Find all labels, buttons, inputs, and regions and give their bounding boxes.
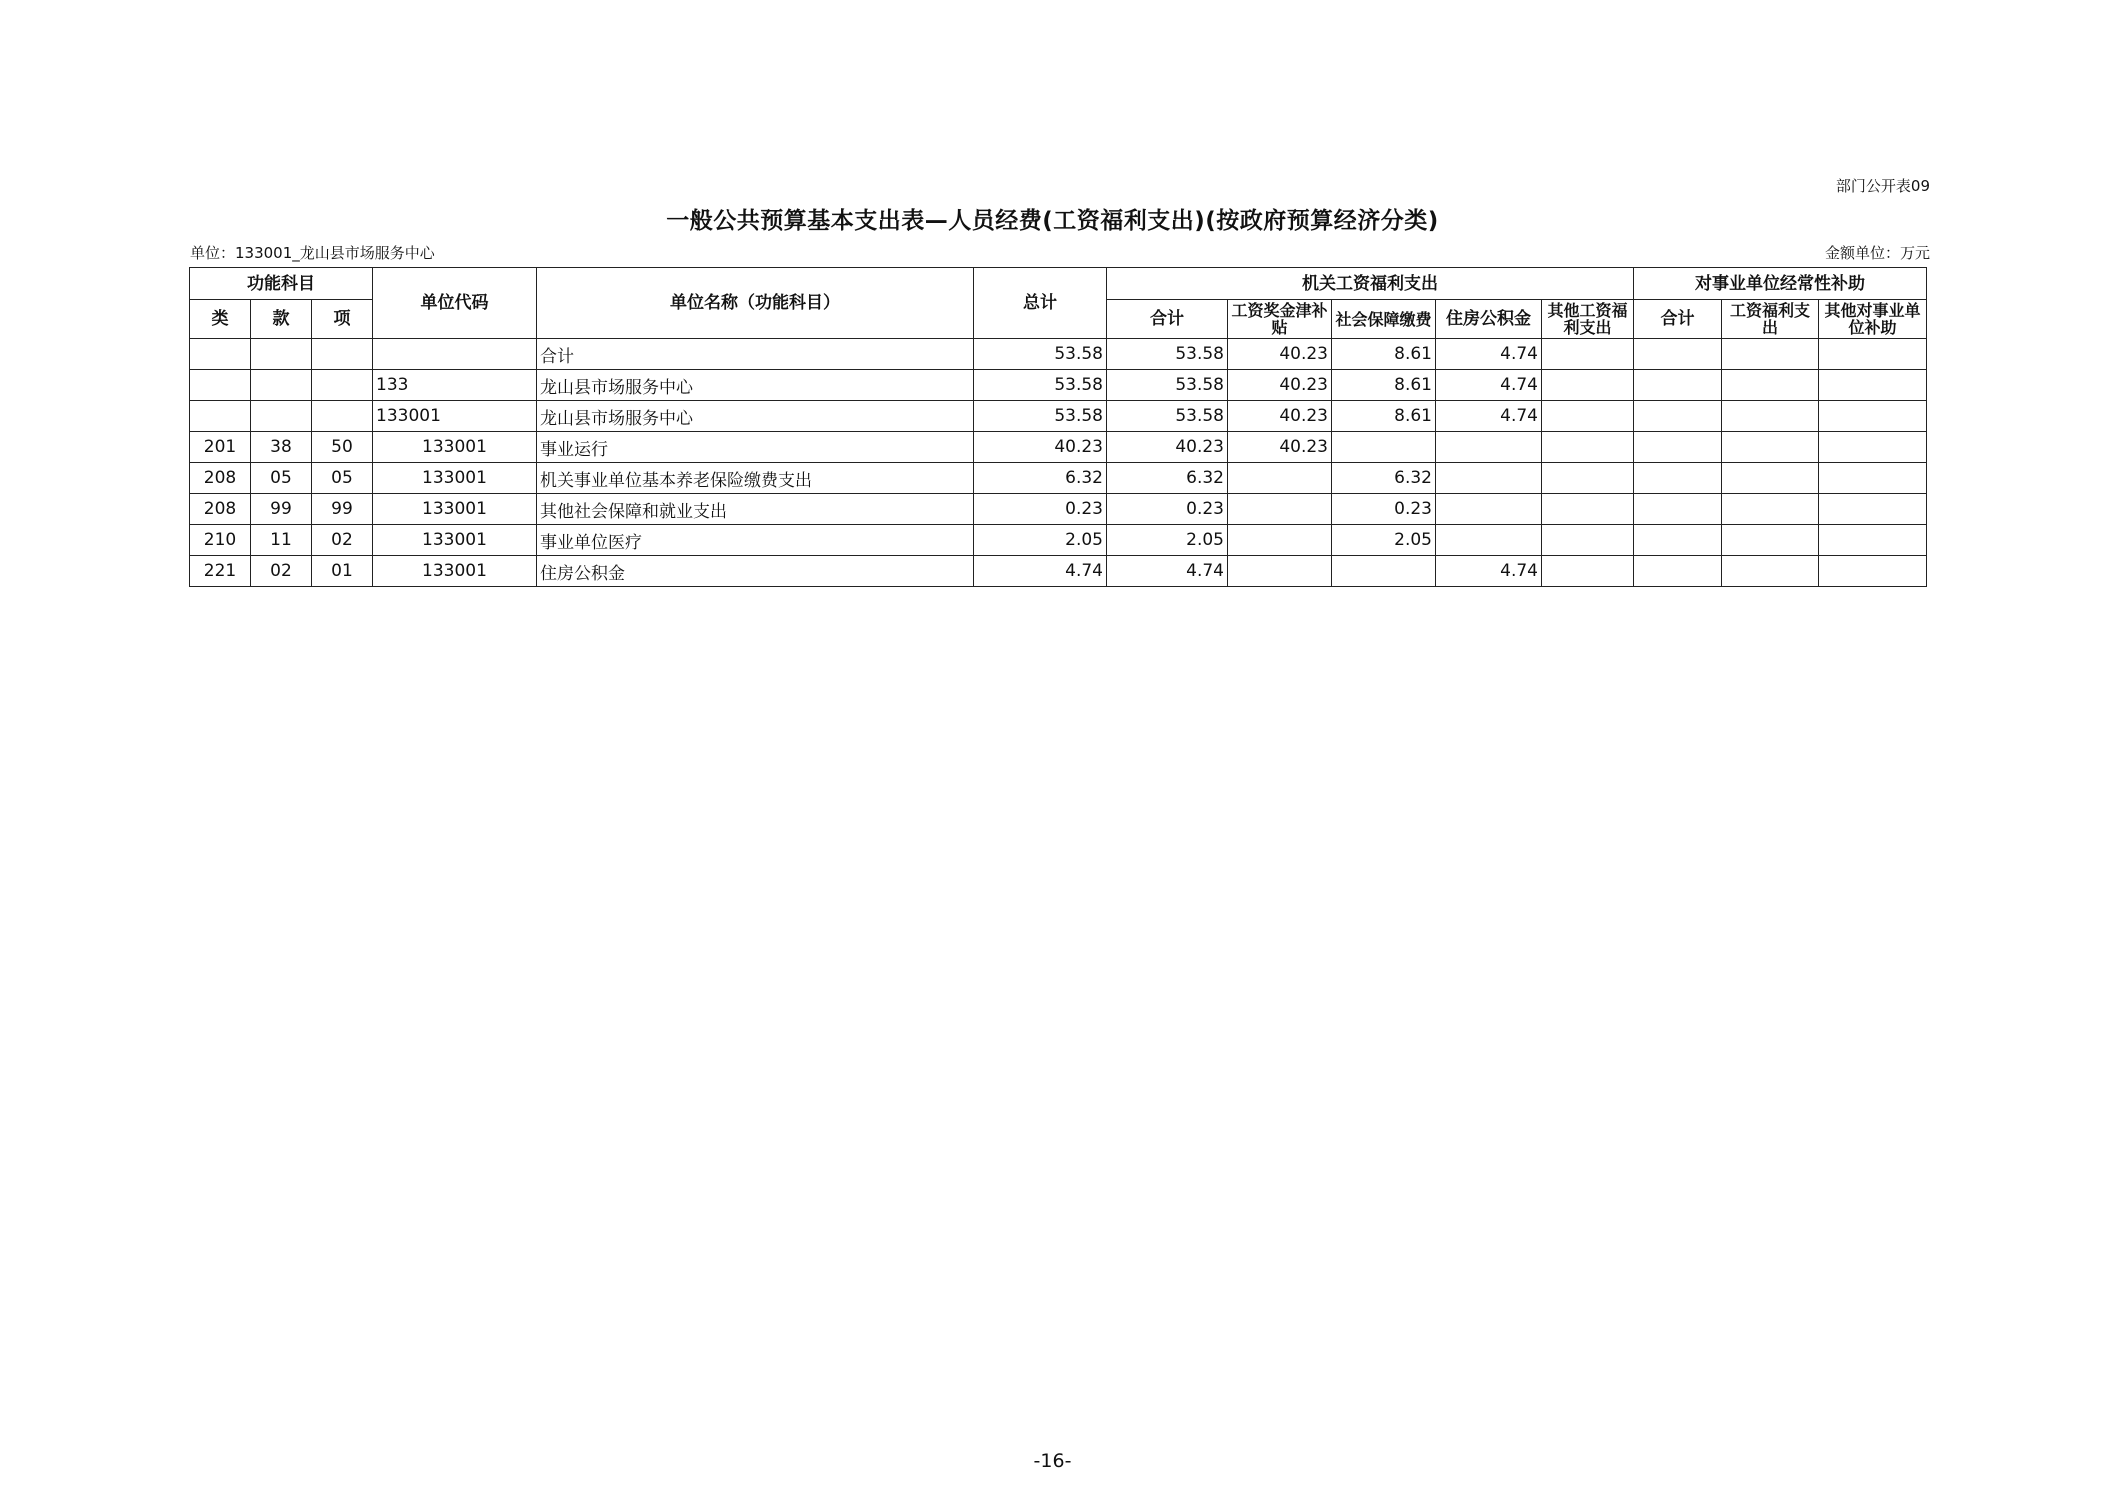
cell-inst-salary — [1722, 525, 1819, 556]
cell-total: 6.32 — [974, 463, 1107, 494]
cell-gov-housing: 4.74 — [1436, 339, 1542, 370]
cell-lei: 221 — [190, 556, 251, 587]
cell-inst-subtotal — [1634, 339, 1722, 370]
cell-gov-housing — [1436, 463, 1542, 494]
cell-gov-salary: 40.23 — [1228, 339, 1332, 370]
cell-gov-other — [1542, 494, 1634, 525]
cell-gov-salary: 40.23 — [1228, 370, 1332, 401]
cell-gov-other — [1542, 525, 1634, 556]
cell-inst-other — [1819, 494, 1927, 525]
cell-gov-subtotal: 6.32 — [1107, 463, 1228, 494]
cell-gov-other — [1542, 432, 1634, 463]
table-row — [190, 525, 1927, 556]
cell-lei: 201 — [190, 432, 251, 463]
table-row — [190, 494, 1927, 525]
cell-total: 53.58 — [974, 339, 1107, 370]
cell-kuan: 05 — [251, 463, 312, 494]
cell-gov-other — [1542, 556, 1634, 587]
cell-kuan — [251, 339, 312, 370]
header-gov-salary-bonus: 工资奖金津补贴 — [1228, 300, 1332, 339]
cell-xiang: 05 — [312, 463, 373, 494]
cell-xiang: 50 — [312, 432, 373, 463]
cell-gov-subtotal: 40.23 — [1107, 432, 1228, 463]
cell-gov-other — [1542, 463, 1634, 494]
cell-gov-housing — [1436, 494, 1542, 525]
cell-xiang — [312, 339, 373, 370]
cell-inst-salary — [1722, 370, 1819, 401]
table-row — [190, 401, 1927, 432]
cell-inst-subtotal — [1634, 494, 1722, 525]
cell-lei — [190, 370, 251, 401]
page-ref: 部门公开表09 — [1835, 177, 1930, 195]
cell-gov-social: 8.61 — [1332, 339, 1436, 370]
cell-unit-code: 133001 — [373, 525, 537, 556]
cell-gov-social — [1332, 432, 1436, 463]
cell-xiang — [312, 401, 373, 432]
budget-table — [189, 267, 1927, 587]
table-row — [190, 370, 1927, 401]
cell-inst-subtotal — [1634, 525, 1722, 556]
cell-inst-other — [1819, 339, 1927, 370]
header-gov-salary-group: 机关工资福利支出 — [1107, 268, 1634, 300]
cell-inst-other — [1819, 463, 1927, 494]
header-inst-other-subsidy: 其他对事业单位补助 — [1819, 300, 1927, 339]
header-inst-salary-welfare: 工资福利支出 — [1722, 300, 1819, 339]
cell-inst-other — [1819, 556, 1927, 587]
cell-unit-code: 133001 — [373, 432, 537, 463]
cell-unit-name: 事业运行 — [537, 432, 974, 463]
cell-kuan — [251, 370, 312, 401]
cell-total: 0.23 — [974, 494, 1107, 525]
cell-gov-social: 8.61 — [1332, 401, 1436, 432]
cell-unit-name: 其他社会保障和就业支出 — [537, 494, 974, 525]
cell-lei: 208 — [190, 494, 251, 525]
cell-unit-code: 133001 — [373, 494, 537, 525]
header-inst-subsidy-group: 对事业单位经常性补助 — [1634, 268, 1927, 300]
cell-unit-name: 龙山县市场服务中心 — [537, 370, 974, 401]
header-gov-housing-fund: 住房公积金 — [1436, 300, 1542, 339]
cell-gov-housing: 4.74 — [1436, 401, 1542, 432]
header-func-subject: 功能科目 — [190, 268, 373, 300]
cell-inst-salary — [1722, 401, 1819, 432]
cell-inst-salary — [1722, 463, 1819, 494]
cell-gov-salary — [1228, 525, 1332, 556]
cell-gov-housing — [1436, 525, 1542, 556]
cell-inst-subtotal — [1634, 463, 1722, 494]
cell-gov-salary — [1228, 463, 1332, 494]
cell-gov-salary: 40.23 — [1228, 432, 1332, 463]
cell-kuan: 38 — [251, 432, 312, 463]
cell-lei — [190, 339, 251, 370]
cell-lei: 210 — [190, 525, 251, 556]
cell-inst-subtotal — [1634, 556, 1722, 587]
cell-inst-other — [1819, 525, 1927, 556]
cell-unit-name: 住房公积金 — [537, 556, 974, 587]
cell-gov-social: 2.05 — [1332, 525, 1436, 556]
cell-inst-other — [1819, 401, 1927, 432]
cell-gov-social: 8.61 — [1332, 370, 1436, 401]
header-unit-code: 单位代码 — [373, 268, 537, 339]
cell-total: 40.23 — [974, 432, 1107, 463]
cell-gov-subtotal: 53.58 — [1107, 401, 1228, 432]
cell-inst-other — [1819, 432, 1927, 463]
cell-xiang: 02 — [312, 525, 373, 556]
cell-inst-salary — [1722, 556, 1819, 587]
cell-kuan: 11 — [251, 525, 312, 556]
cell-inst-subtotal — [1634, 370, 1722, 401]
cell-gov-other — [1542, 339, 1634, 370]
cell-lei: 208 — [190, 463, 251, 494]
cell-gov-subtotal: 0.23 — [1107, 494, 1228, 525]
cell-unit-name: 合计 — [537, 339, 974, 370]
cell-unit-code: 133001 — [373, 556, 537, 587]
cell-gov-social: 6.32 — [1332, 463, 1436, 494]
cell-gov-housing: 4.74 — [1436, 370, 1542, 401]
table-row — [190, 556, 1927, 587]
cell-total: 4.74 — [974, 556, 1107, 587]
unit-label: 单位：133001_龙山县市场服务中心 — [190, 244, 435, 262]
cell-total: 53.58 — [974, 401, 1107, 432]
cell-unit-code: 133001 — [373, 463, 537, 494]
cell-gov-social — [1332, 556, 1436, 587]
header-gov-subtotal: 合计 — [1107, 300, 1228, 339]
header-unit-name: 单位名称（功能科目） — [537, 268, 974, 339]
cell-unit-name: 事业单位医疗 — [537, 525, 974, 556]
header-inst-subtotal: 合计 — [1634, 300, 1722, 339]
header-total: 总计 — [974, 268, 1107, 339]
cell-unit-name: 机关事业单位基本养老保险缴费支出 — [537, 463, 974, 494]
cell-total: 2.05 — [974, 525, 1107, 556]
cell-unit-code — [373, 339, 537, 370]
cell-gov-salary — [1228, 556, 1332, 587]
cell-kuan: 99 — [251, 494, 312, 525]
header-xiang: 项 — [312, 300, 373, 339]
cell-gov-other — [1542, 401, 1634, 432]
cell-inst-salary — [1722, 339, 1819, 370]
cell-unit-name: 龙山县市场服务中心 — [537, 401, 974, 432]
page-title: 一般公共预算基本支出表—人员经费(工资福利支出)(按政府预算经济分类) — [666, 208, 1439, 234]
cell-gov-subtotal: 2.05 — [1107, 525, 1228, 556]
header-lei: 类 — [190, 300, 251, 339]
cell-inst-subtotal — [1634, 432, 1722, 463]
cell-gov-salary: 40.23 — [1228, 401, 1332, 432]
header-kuan: 款 — [251, 300, 312, 339]
table-row — [190, 432, 1927, 463]
cell-gov-social: 0.23 — [1332, 494, 1436, 525]
cell-unit-code: 133 — [373, 370, 537, 401]
cell-gov-subtotal: 4.74 — [1107, 556, 1228, 587]
cell-kuan: 02 — [251, 556, 312, 587]
page-number: -16- — [1033, 1450, 1072, 1472]
cell-xiang: 99 — [312, 494, 373, 525]
cell-lei — [190, 401, 251, 432]
cell-inst-other — [1819, 370, 1927, 401]
table-row — [190, 339, 1927, 370]
header-gov-other-welfare: 其他工资福利支出 — [1542, 300, 1634, 339]
cell-gov-other — [1542, 370, 1634, 401]
cell-inst-subtotal — [1634, 401, 1722, 432]
header-gov-social-security: 社会保障缴费 — [1332, 300, 1436, 339]
cell-total: 53.58 — [974, 370, 1107, 401]
cell-inst-salary — [1722, 494, 1819, 525]
cell-kuan — [251, 401, 312, 432]
amount-unit-label: 金额单位：万元 — [1824, 244, 1930, 262]
cell-unit-code: 133001 — [373, 401, 537, 432]
cell-gov-housing — [1436, 432, 1542, 463]
table-row — [190, 463, 1927, 494]
cell-gov-subtotal: 53.58 — [1107, 339, 1228, 370]
cell-gov-subtotal: 53.58 — [1107, 370, 1228, 401]
cell-inst-salary — [1722, 432, 1819, 463]
cell-xiang — [312, 370, 373, 401]
cell-gov-housing: 4.74 — [1436, 556, 1542, 587]
cell-xiang: 01 — [312, 556, 373, 587]
cell-gov-salary — [1228, 494, 1332, 525]
